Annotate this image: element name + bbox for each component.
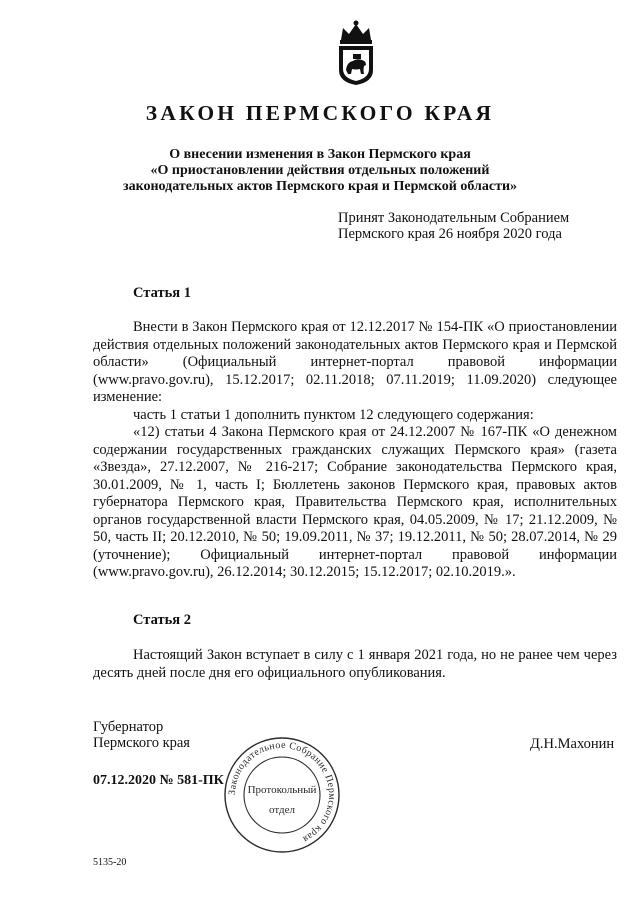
- subtitle-line: законодательных актов Пермского края и Пермской области»: [122, 179, 518, 194]
- perm-coat-of-arms-icon: [333, 18, 379, 86]
- article-1-heading: Статья 1: [133, 285, 191, 301]
- signatory-name: Д.Н.Махонин: [530, 736, 615, 752]
- stamp-center-line: Протокольный: [247, 784, 317, 796]
- article-1-paragraph: Внести в Закон Пермского края от 12.12.2017 № 154-ПК «О приостановлении действия отдельных положений законодательных актов Пермского края и Пермской области» (Официальный интернет-портал правовой информации (www.pravo.gov.ru), 15.12.2017; 02.11.2018; 07.11.2019; 11.09.2020) следующее изменение:: [93, 319, 617, 405]
- position-line: Пермского края: [93, 735, 190, 751]
- official-stamp: [222, 735, 342, 855]
- article-1-body: [93, 319, 617, 582]
- adoption-note: [338, 210, 598, 242]
- article-2-paragraph: Настоящий Закон вступает в силу с 1 января 2021 года, но не ранее чем через десять дней после дня его официального опубликования.: [93, 647, 617, 681]
- law-title: ЗАКОН ПЕРМСКОГО КРАЯ: [145, 101, 495, 125]
- document-code: 5135-20: [93, 857, 127, 868]
- stamp-ring-text: Законодательное Собрание Пермского края: [226, 739, 338, 845]
- signatory-position: [93, 719, 190, 751]
- article-1-paragraph: часть 1 статьи 1 дополнить пунктом 12 следующего содержания:: [133, 406, 534, 423]
- law-subtitle: [60, 147, 580, 195]
- position-line: Губернатор: [93, 719, 164, 735]
- adoption-line: Пермского края 26 ноября 2020 года: [338, 226, 562, 242]
- adoption-line: Принят Законодательным Собранием: [338, 210, 570, 226]
- subtitle-line: О внесении изменения в Закон Пермского края: [169, 147, 471, 162]
- subtitle-line: «О приостановлении действия отдельных положений: [150, 163, 490, 178]
- law-date-number: 07.12.2020 № 581-ПК: [93, 773, 224, 788]
- stamp-center-line: отдел: [269, 804, 295, 816]
- article-2-body: [93, 647, 617, 682]
- article-1-paragraph: «12) статьи 4 Закона Пермского края от 24.12.2007 № 167-ПК «О денежном содержании государственных гражданских служащих Пермского края» (газета «Звезда», 27.12.2007, № 216-217; Собрание законодательства Пермского края, 30.01.2009, № 1, часть I; Бюллетень законов Пермского края, правовых актов губернатора Пермского края, Правительства Пермского края, исполнительных органов государственной власти Пермского края, 04.05.2009, № 17; 21.12.2009, № 50, часть II; 20.12.2010, № 50; 19.09.2011, № 37; 19.12.2011, № 50; 28.07.2014, № 29 (уточнение); Официальный интернет-портал правовой информации (www.pravo.gov.ru), 26.12.2014; 30.12.2015; 15.12.2017; 02.10.2019.».: [93, 424, 617, 580]
- article-2-heading: Статья 2: [133, 612, 191, 628]
